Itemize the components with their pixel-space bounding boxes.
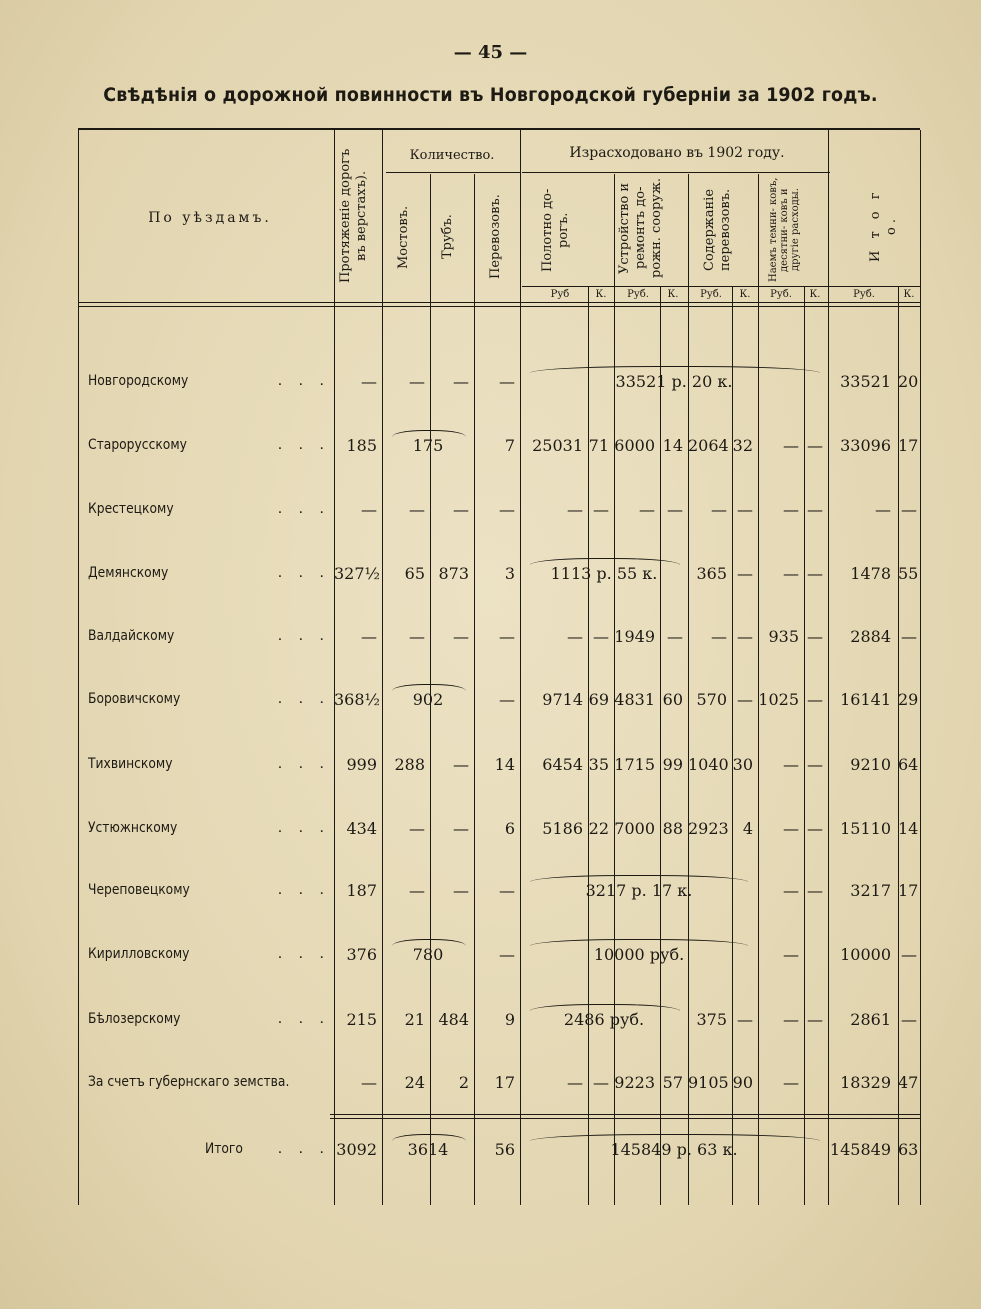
construction-kop-cell: —	[667, 500, 683, 519]
unit-kop-4: К.	[809, 289, 821, 300]
construction-rub-cell: 7000	[614, 819, 655, 838]
bridges-cell: 65	[404, 564, 425, 583]
ferries-cell: —	[499, 881, 515, 900]
bridges-cell: 288	[394, 755, 425, 774]
ferry-rub-cell: 365	[696, 564, 727, 583]
ferries-cell: —	[499, 627, 515, 646]
leader-dots: . . .	[277, 691, 330, 707]
header-length: Протяженіе дорогъ въ верстахъ).	[338, 148, 369, 284]
total-kop-cell: 14	[898, 819, 919, 838]
column-rule-15	[920, 130, 921, 1205]
other-rub-cell: —	[783, 755, 799, 774]
other-rub-cell: —	[783, 881, 799, 900]
roadbed-rub-cell: 5186	[542, 819, 583, 838]
bridges-pipes-cell: 780	[412, 945, 444, 964]
construction-rub-cell: 1715	[614, 755, 655, 774]
roadbed-kop-cell: —	[593, 627, 609, 646]
other-rub-cell: —	[783, 436, 799, 455]
bridges-cell: —	[409, 500, 425, 519]
page-number: — 45 —	[453, 42, 528, 63]
other-kop-cell: —	[807, 690, 823, 709]
ferry-kop-cell: 90	[732, 1073, 753, 1092]
ferries-cell: 6	[504, 819, 515, 838]
roadbed-rub-cell: 9714	[542, 690, 583, 709]
pipes-cell: —	[453, 627, 469, 646]
header-bottom-rule	[78, 302, 920, 303]
construction-rub-cell: 9223	[614, 1073, 655, 1092]
other-kop-cell: —	[807, 500, 823, 519]
total-kop-cell: 17	[898, 436, 919, 455]
column-rule-8	[660, 286, 661, 1205]
column-rule-5	[520, 130, 521, 1205]
bridges-cell: 21	[404, 1010, 425, 1029]
other-rub-cell: —	[783, 945, 799, 964]
other-rub-cell: —	[783, 564, 799, 583]
ferry-kop-cell: —	[737, 627, 753, 646]
length-cell: —	[361, 372, 377, 391]
ferries-cell: 9	[504, 1010, 515, 1029]
leader-dots: . . .	[277, 1011, 330, 1027]
merged-spent-cell: 3217 р. 17 к.	[585, 881, 693, 900]
row-label: Старорусскому	[88, 437, 187, 453]
roadbed-rub-cell: 6454	[542, 755, 583, 774]
total-row-label: Итого	[205, 1141, 243, 1157]
other-rub-cell: —	[783, 819, 799, 838]
row-label: Череповецкому	[88, 882, 190, 898]
total-rub-cell: 16141	[840, 690, 891, 709]
ferry-rub-cell: 1040	[688, 755, 729, 774]
total-kop-cell: 64	[898, 755, 919, 774]
length-cell: —	[361, 500, 377, 519]
total-rule-2	[330, 1118, 920, 1119]
roadbed-rub-cell: —	[567, 627, 583, 646]
ferry-rub-cell: 2064	[688, 436, 729, 455]
total-kop-cell: —	[901, 1010, 917, 1029]
total-rub-cell: 2861	[850, 1010, 891, 1029]
ferries-cell: 14	[494, 755, 515, 774]
bridges-pipes-brace	[392, 939, 466, 946]
total-kop-cell: 47	[898, 1073, 919, 1092]
row-label: Кирилловскому	[88, 946, 190, 962]
roadbed-kop-cell: —	[593, 500, 609, 519]
grand-total-kop-cell: 63	[898, 1140, 919, 1159]
other-rub-cell: 1025	[758, 690, 799, 709]
header-bottom-rule-2	[78, 306, 920, 307]
length-cell: 327½	[334, 564, 381, 583]
row-label: Боровичскому	[88, 691, 181, 707]
leader-dots: . . .	[277, 882, 330, 898]
total-rub-cell: 33521	[840, 372, 891, 391]
other-kop-cell: —	[807, 564, 823, 583]
header-roadbed: Полотно до- рогъ.	[540, 188, 571, 272]
total-rub-cell: 1478	[850, 564, 891, 583]
unit-rub-4: Руб.	[770, 289, 792, 300]
other-rub-cell: —	[783, 1010, 799, 1029]
bridges-cell: —	[409, 627, 425, 646]
pipes-cell: —	[453, 500, 469, 519]
column-rule-6	[588, 286, 589, 1205]
spent-rule	[522, 172, 830, 173]
total-rub-cell: 2884	[850, 627, 891, 646]
merged-spent-cell: 1113 р. 55 к.	[550, 564, 658, 583]
construction-kop-cell: 88	[662, 819, 683, 838]
header-pipes: Трубъ.	[440, 214, 455, 260]
ferries-cell: —	[499, 372, 515, 391]
column-rule-1	[334, 130, 335, 1205]
pipes-cell: —	[453, 881, 469, 900]
construction-rub-cell: —	[639, 500, 655, 519]
header-quantity: Количество.	[409, 148, 495, 163]
unit-kop-2: К.	[667, 289, 679, 300]
roadbed-kop-cell: 69	[588, 690, 609, 709]
merged-spent-cell: 33521 р. 20 к.	[615, 372, 733, 391]
ferry-kop-cell: —	[737, 690, 753, 709]
quantity-rule	[386, 172, 520, 173]
length-cell: 215	[346, 1010, 377, 1029]
row-label: Тихвинскому	[88, 756, 173, 772]
total-leader-dots: . . .	[277, 1141, 330, 1157]
unit-rub-2: Руб.	[627, 289, 649, 300]
other-kop-cell: —	[807, 819, 823, 838]
row-label: Крестецкому	[88, 501, 174, 517]
total-bridges-pipes-brace	[392, 1134, 466, 1141]
unit-rub-5: Руб.	[853, 289, 875, 300]
length-cell: 999	[346, 755, 377, 774]
length-cell: —	[361, 1073, 377, 1092]
merged-spent-cell: 10000 руб.	[593, 945, 685, 964]
units-rule	[522, 286, 920, 287]
total-rub-cell: 18329	[840, 1073, 891, 1092]
ferry-rub-cell: —	[711, 500, 727, 519]
length-cell: 434	[346, 819, 377, 838]
roadbed-kop-cell: 35	[588, 755, 609, 774]
construction-rub-cell: 6000	[614, 436, 655, 455]
ferry-kop-cell: 30	[732, 755, 753, 774]
other-rub-cell: —	[783, 500, 799, 519]
total-kop-cell: —	[901, 500, 917, 519]
merged-spent-brace	[530, 939, 748, 946]
column-rule-2	[382, 130, 383, 1205]
pipes-cell: 484	[438, 1010, 469, 1029]
column-rule-12	[804, 286, 805, 1205]
unit-kop-3: К.	[739, 289, 751, 300]
ferry-rub-cell: 2923	[688, 819, 729, 838]
column-rule-13	[828, 130, 829, 1205]
roadbed-kop-cell: —	[593, 1073, 609, 1092]
bridges-pipes-cell: 175	[412, 436, 444, 455]
unit-kop-5: К.	[903, 289, 915, 300]
roadbed-rub-cell: 25031	[532, 436, 583, 455]
leader-dots: . . .	[277, 565, 330, 581]
header-bridges: Мостовъ.	[396, 205, 411, 269]
ferry-rub-cell: —	[711, 627, 727, 646]
pipes-cell: —	[453, 372, 469, 391]
length-cell: 185	[346, 436, 377, 455]
pipes-cell: —	[453, 755, 469, 774]
row-label: Валдайскому	[88, 628, 175, 644]
total-kop-cell: 55	[898, 564, 919, 583]
total-rub-cell: 9210	[850, 755, 891, 774]
ferries-cell: —	[499, 945, 515, 964]
row-label: Демянскому	[88, 565, 169, 581]
header-other: Наемъ темни- ковъ, десятни- ковъ и другіе расходы.	[768, 177, 801, 283]
bridges-pipes-brace	[392, 684, 466, 691]
ferry-kop-cell: —	[737, 500, 753, 519]
bridges-pipes-brace	[392, 430, 466, 437]
total-kop-cell: 29	[898, 690, 919, 709]
unit-rub-3: Руб.	[700, 289, 722, 300]
unit-kop-1: К.	[595, 289, 607, 300]
total-spent-brace	[530, 1134, 820, 1141]
pipes-cell: 2	[458, 1073, 469, 1092]
bridges-cell: —	[409, 372, 425, 391]
row-label: За счетъ губернскаго земства.	[88, 1074, 290, 1090]
page-title: Свѣдѣнія о дорожной повинности въ Новгородской губерніи за 1902 годъ.	[103, 84, 878, 106]
total-rub-cell: —	[875, 500, 891, 519]
total-bridges-pipes-cell: 3614	[407, 1140, 449, 1159]
ferry-rub-cell: 375	[696, 1010, 727, 1029]
total-kop-cell: —	[901, 627, 917, 646]
other-rub-cell: —	[783, 1073, 799, 1092]
total-ferries-cell: 56	[494, 1140, 515, 1159]
bridges-pipes-cell: 902	[412, 690, 444, 709]
total-rule	[330, 1114, 920, 1115]
bridges-cell: —	[409, 819, 425, 838]
header-total: И т о г о.	[868, 188, 899, 262]
other-kop-cell: —	[807, 627, 823, 646]
bridges-cell: —	[409, 881, 425, 900]
construction-rub-cell: 4831	[614, 690, 655, 709]
roadbed-kop-cell: 71	[588, 436, 609, 455]
column-rule-10	[732, 286, 733, 1205]
row-label: Устюжнскому	[88, 820, 178, 836]
construction-kop-cell: —	[667, 627, 683, 646]
header-ferries: Перевозовъ.	[488, 194, 503, 280]
roadbed-rub-cell: —	[567, 500, 583, 519]
row-label: Новгородскому	[88, 373, 189, 389]
total-rub-cell: 3217	[850, 881, 891, 900]
header-spent: Израсходовано въ 1902 году.	[569, 145, 785, 161]
other-kop-cell: —	[807, 1010, 823, 1029]
merged-spent-brace	[530, 558, 680, 565]
header-construction: Устройство и ремонтъ до- рожн. сооруж.	[617, 177, 664, 279]
ferry-rub-cell: 9105	[688, 1073, 729, 1092]
leader-dots: . . .	[277, 373, 330, 389]
leader-dots: . . .	[277, 628, 330, 644]
merged-spent-brace	[530, 875, 748, 882]
column-rule-14	[898, 286, 899, 1205]
ferries-cell: —	[499, 500, 515, 519]
roadbed-kop-cell: 22	[588, 819, 609, 838]
other-rub-cell: 935	[768, 627, 799, 646]
header-ferry-upkeep: Содержаніе перевозовъ.	[702, 188, 733, 272]
leader-dots: . . .	[277, 756, 330, 772]
ferries-cell: —	[499, 690, 515, 709]
construction-rub-cell: 1949	[614, 627, 655, 646]
leader-dots: . . .	[277, 501, 330, 517]
merged-spent-brace	[530, 366, 820, 373]
other-kop-cell: —	[807, 755, 823, 774]
leader-dots: . . .	[277, 820, 330, 836]
construction-kop-cell: 99	[662, 755, 683, 774]
total-kop-cell: —	[901, 945, 917, 964]
leader-dots: . . .	[277, 437, 330, 453]
grand-total-rub-cell: 145849	[829, 1140, 891, 1159]
length-cell: 368½	[334, 690, 381, 709]
total-rub-cell: 10000	[840, 945, 891, 964]
construction-kop-cell: 14	[662, 436, 683, 455]
merged-spent-cell: 2486 руб.	[563, 1010, 645, 1029]
construction-kop-cell: 60	[662, 690, 683, 709]
pipes-cell: —	[453, 819, 469, 838]
leader-dots: . . .	[277, 946, 330, 962]
row-label: Бѣлозерскому	[88, 1011, 181, 1027]
total-rub-cell: 33096	[840, 436, 891, 455]
total-kop-cell: 20	[898, 372, 919, 391]
header-district: По уѣздамъ.	[148, 210, 272, 226]
ferries-cell: 7	[504, 436, 515, 455]
ferry-kop-cell: —	[737, 1010, 753, 1029]
merged-spent-brace	[530, 1004, 680, 1011]
length-cell: 376	[346, 945, 377, 964]
table-top-rule	[78, 128, 920, 130]
unit-rub-1: Руб	[550, 289, 570, 300]
pipes-cell: 873	[438, 564, 469, 583]
column-rule-0	[78, 130, 79, 1205]
other-kop-cell: —	[807, 881, 823, 900]
ferry-rub-cell: 570	[696, 690, 727, 709]
ferries-cell: 3	[504, 564, 515, 583]
roadbed-rub-cell: —	[567, 1073, 583, 1092]
other-kop-cell: —	[807, 436, 823, 455]
ferry-kop-cell: —	[737, 564, 753, 583]
length-cell: 187	[346, 881, 377, 900]
total-kop-cell: 17	[898, 881, 919, 900]
construction-kop-cell: 57	[662, 1073, 683, 1092]
total-length-cell: 3092	[336, 1140, 377, 1159]
total-rub-cell: 15110	[840, 819, 891, 838]
ferry-kop-cell: 4	[742, 819, 753, 838]
bridges-cell: 24	[404, 1073, 425, 1092]
ferries-cell: 17	[494, 1073, 515, 1092]
total-spent-cell: 145849 р. 63 к.	[610, 1140, 738, 1159]
ferry-kop-cell: 32	[732, 436, 753, 455]
length-cell: —	[361, 627, 377, 646]
